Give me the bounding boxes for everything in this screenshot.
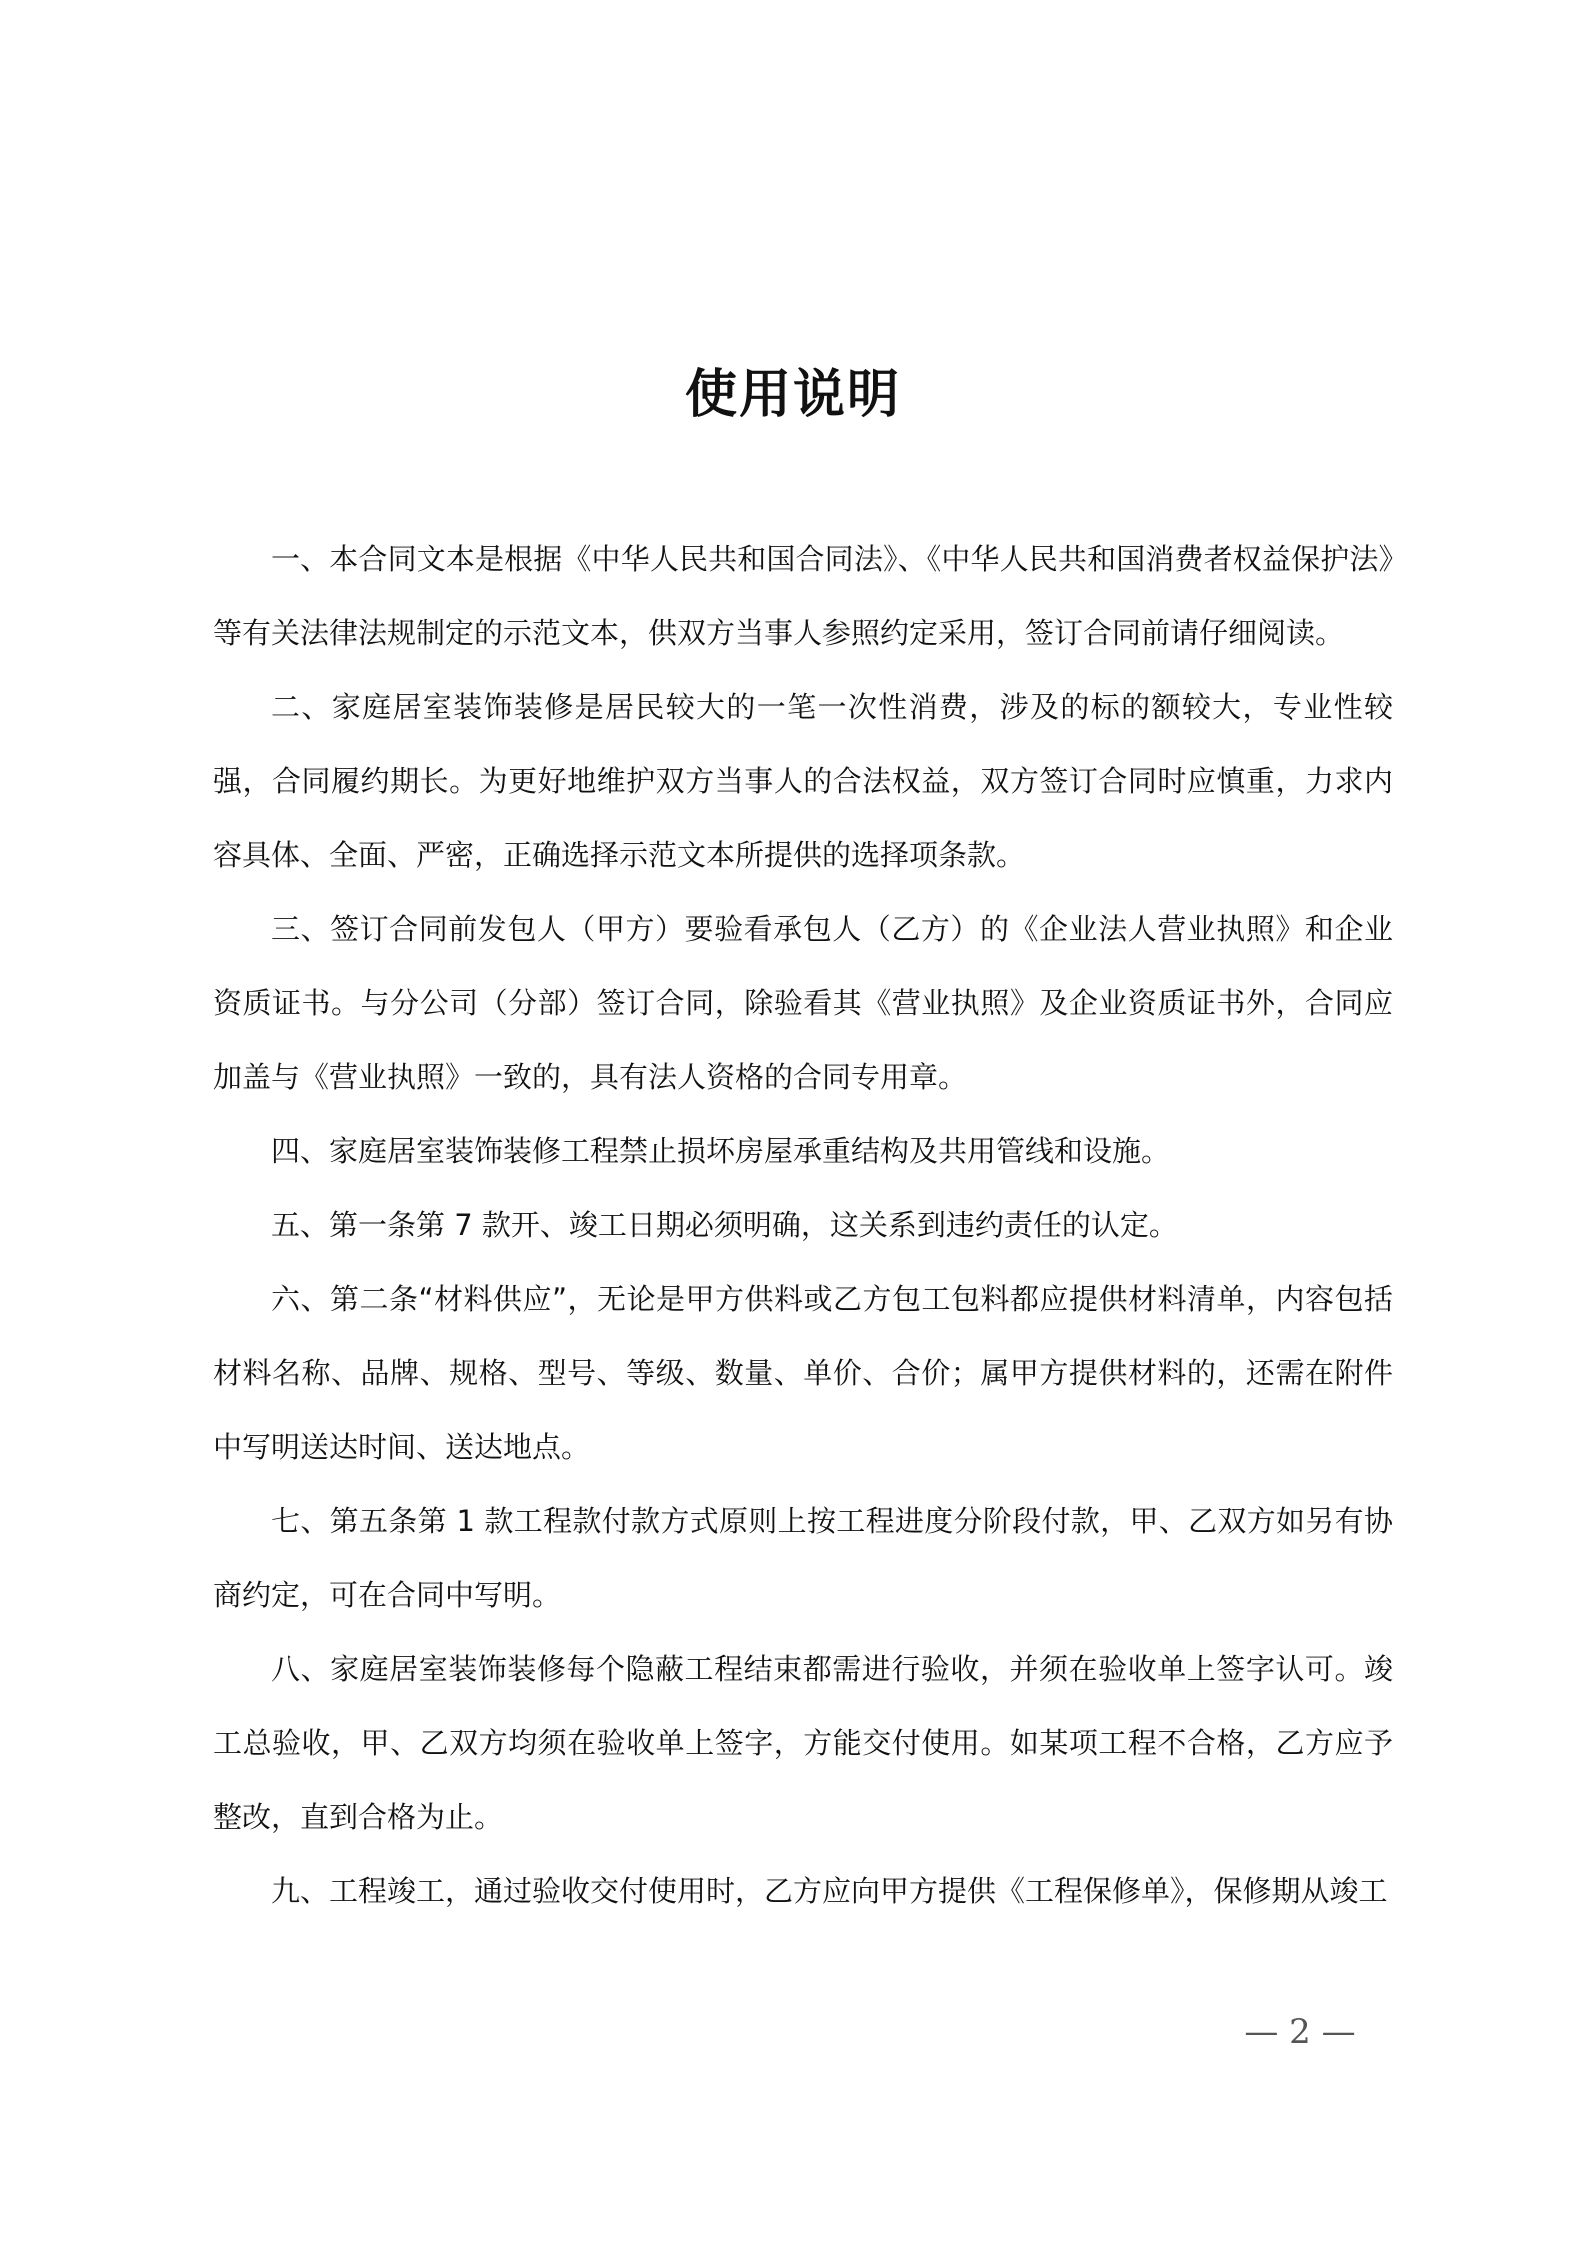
paragraph-1: 一、本合同文本是根据《中华人民共和国合同法》、《中华人民共和国消费者权益保护法》等有关法律法规制定的示范文本，供双方当事人参照约定采用，签订合同前请仔细阅读。 [213,542,1393,650]
paragraph-4: 四、家庭居室装饰装修工程禁止损坏房屋承重结构及共用管线和设施。 [271,1134,1171,1168]
paragraph-5: 五、第一条第 7 款开、竣工日期必须明确，这关系到违约责任的认定。 [271,1208,1178,1242]
paragraph-9: 九、工程竣工，通过验收交付使用时，乙方应向甲方提供《工程保修单》，保修期从竣工 [271,1874,1388,1908]
page-title: 使用说明 [684,365,901,425]
paragraph-7: 七、第五条第 1 款工程款付款方式原则上按工程进度分阶段付款，甲、乙双方如另有协商约定，可在合同中写明。 [213,1504,1393,1612]
paragraph-6: 六、第二条“材料供应”，无论是甲方供料或乙方包工包料都应提供材料清单，内容包括材料名称、品牌、规格、型号、等级、数量、单价、合价；属甲方提供材料的，还需在附件中写明送达时间、送达地点。 [213,1282,1393,1464]
document-body [213,522,1393,1928]
paragraph-3: 三、签订合同前发包人（甲方）要验看承包人（乙方）的《企业法人营业执照》和企业资质证书。与分公司（分部）签订合同，除验看其《营业执照》及企业资质证书外，合同应加盖与《营业执照》一致的，具有法人资格的合同专用章。 [213,912,1393,1094]
paragraph-2: 二、家庭居室装饰装修是居民较大的一笔一次性消费，涉及的标的额较大，专业性较强，合同履约期长。为更好地维护双方当事人的合法权益，双方签订合同时应慎重，力求内容具体、全面、严密，正确选择示范文本所提供的选择项条款。 [213,690,1393,872]
paragraph-8: 八、家庭居室装饰装修每个隐蔽工程结束都需进行验收，并须在验收单上签字认可。竣工总验收，甲、乙双方均须在验收单上签字，方能交付使用。如某项工程不合格，乙方应予整改，直到合格为止。 [213,1652,1393,1834]
page-number: — 2 — [1244,2012,1356,2052]
